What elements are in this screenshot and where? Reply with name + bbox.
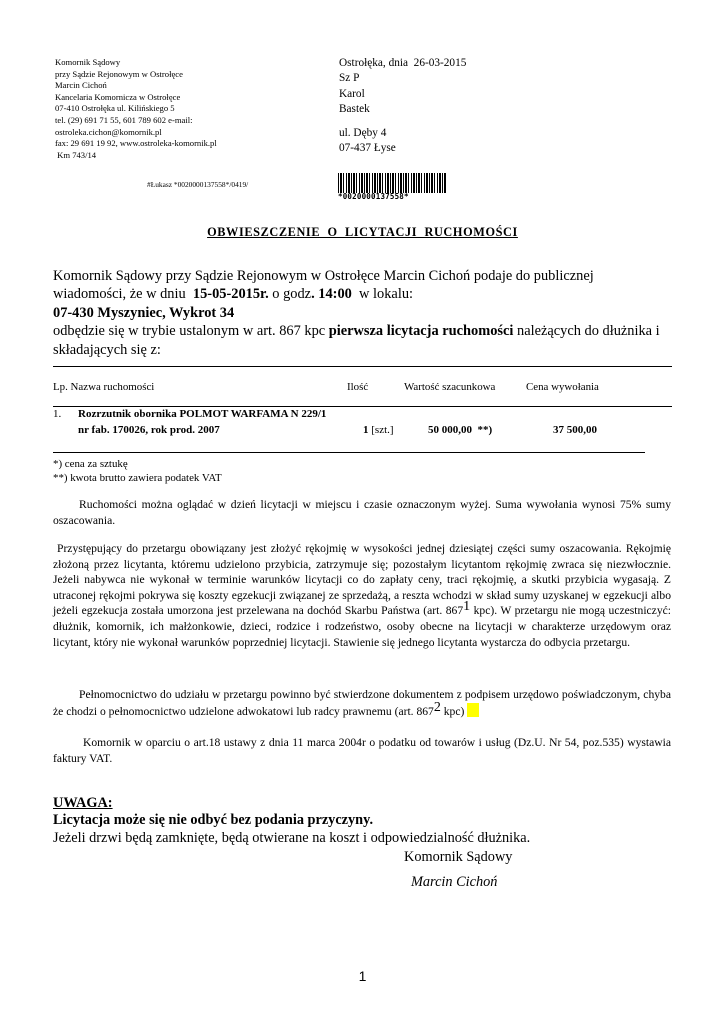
warning-line-1: Licytacja może się nie odbyć bez podania przyczyny.: [53, 812, 374, 829]
row-price: 37 500,00: [553, 424, 597, 436]
barcode: [338, 173, 446, 201]
row-lp: 1.: [53, 408, 62, 420]
warning-section: [53, 795, 530, 847]
sender-block: [55, 57, 217, 161]
reference-code: #Łukasz *0020000137558*/0419/: [147, 180, 249, 189]
warning-title: UWAGA:: [53, 795, 113, 811]
recipient-name-line: Karol: [339, 87, 365, 100]
barcode-text: *0020000137558*: [338, 192, 409, 201]
auction-time: . 14:00: [311, 286, 352, 303]
sender-line: 07-410 Ostrołęka ul. Kilińskiego 5: [55, 103, 175, 114]
recipient-address-line: 07-437 Łyse: [339, 142, 396, 155]
row-item-name: Rozrzutnik obornika POLMOT WARFAMA N 229/1: [78, 408, 327, 420]
footnote: **) kwota brutto zawiera podatek VAT: [53, 472, 222, 485]
row-item-details: nr fab. 170026, rok prod. 2007: [78, 424, 220, 436]
header-quantity: Ilość: [347, 381, 369, 393]
highlight-mark: [467, 703, 479, 717]
sender-email: ostroleka.cichon@komornik.pl: [55, 126, 162, 137]
table-bottom-rule: [53, 452, 645, 453]
header-value: Wartość szacunkowa: [404, 381, 496, 393]
intro-section: [53, 267, 673, 359]
paragraph-viewing: Ruchomości można oglądać w dzień licytacji w miejscu i czasie oznaczonym wyżej. Suma wywołania wynosi 75% sumy oszacowania.: [53, 498, 671, 527]
signature-name: Marcin Cichoń: [411, 874, 498, 890]
intro-line-4: odbędzie się w trybie ustalonym w art. 867 kpc pierwsza licytacja ruchomości należących do dłużnika i: [53, 323, 660, 340]
barcode-bars: [338, 173, 446, 193]
recipient-name-line: Sz P: [339, 72, 360, 85]
signature-role: Komornik Sądowy: [404, 849, 513, 865]
sender-line: Kancelaria Komornicza w Ostrołęce: [55, 91, 181, 102]
sender-line: przy Sądzie Rejonowym w Ostrołęce: [55, 68, 183, 79]
place-date: Ostrołęka, dnia 26-03-2015: [339, 57, 467, 69]
recipient-name-line: Bastek: [339, 102, 370, 115]
auction-date: 15-05-2015r.: [192, 286, 269, 303]
footnote: *) cena za sztukę: [53, 458, 128, 470]
row-quantity: 1 [szt.]: [363, 424, 394, 436]
paragraph-deposit: Przystępujący do przetargu obowiązany jest złożyć rękojmię w wysokości jednej dziesiątej części sumy oszacowania. Rękojmię złożoną przez licytanta, któremu udzielono przybicia, zatrzymuje się; pozostałym licytantom rękojmię zwraca się niezwłocznie. Jeżeli nabywca nie wykonał w terminie warunków licytacji co do zapłaty ceny, traci rękojmię, a skutki przybicia wygasają. Z utraconej rękojmi pokrywa się koszty egzekucji związanej ze sprzedażą, a reszta wchodzi w skład sumy uzyskanej w egzekucji albo jeżeli egzekucja została umorzona jest przelewana na dochód Skarbu Państwa (art. 8671 kpc). W przetargu nie mogą uczestniczyć: dłużnik, komornik, ich małżonkowie, dzieci, rodzice i rodzeństwo, osoby obecne na licytacji w charakterze urzędowym oraz licytant, który nie wykonał warunków poprzedniej licytacji. Stawienie się jednego licytanta wystarcza do odbycia przetargu.: [53, 542, 671, 649]
intro-line-1: Komornik Sądowy przy Sądzie Rejonowym w Ostrołęce Marcin Cichoń podaje do publicznej: [53, 268, 594, 284]
paragraph-vat: Komornik w oparciu o art.18 ustawy z dnia 11 marca 2004r o podatku od towarów i usług (Dz.U. Nr 54, poz.535) wystawia faktury VAT.: [53, 736, 671, 765]
table-header-rule: [53, 406, 672, 407]
header-name: Lp. Nazwa ruchomości: [53, 381, 155, 393]
sender-line: Marcin Cichoń: [55, 80, 107, 91]
case-number: Km 743/14: [55, 149, 97, 160]
row-value: 50 000,00 **): [428, 424, 493, 436]
warning-line-2: Jeżeli drzwi będą zamknięte, będą otwierane na koszt i odpowiedzialność dłużnika.: [53, 829, 531, 846]
intro-line-5: składających się z:: [53, 341, 161, 358]
recipient-block: [339, 56, 466, 157]
document-title: OBWIESZCZENIE O LICYTACJI RUCHOMOŚCI: [207, 225, 518, 239]
sender-line: Komornik Sądowy: [55, 57, 121, 67]
footnotes: [53, 457, 222, 486]
sender-line: fax: 29 691 19 92, www.ostroleka-komornik.pl: [55, 138, 217, 149]
table-top-rule: [53, 366, 672, 367]
recipient-address-line: ul. Dęby 4: [339, 127, 387, 140]
paragraph-power-of-attorney: Pełnomocnictwo do udziału w przetargu powinno być stwierdzone dokumentem z podpisem urzędowo poświadczonym, chyba że chodzi o pełnomocnictwo udzielone adwokatowi lub radcy prawnemu (art. 8672 kpc): [53, 688, 671, 718]
page-number: 1: [358, 968, 367, 984]
sender-line: tel. (29) 691 71 55, 601 789 602 e-mail:: [55, 114, 193, 125]
auction-location: 07-430 Myszyniec, Wykrot 34: [53, 304, 235, 321]
intro-line-2: wiadomości, że w dniu 15-05-2015r. o godz. 14:00 w lokalu:: [53, 286, 414, 303]
header-price: Cena wywołania: [526, 381, 599, 393]
